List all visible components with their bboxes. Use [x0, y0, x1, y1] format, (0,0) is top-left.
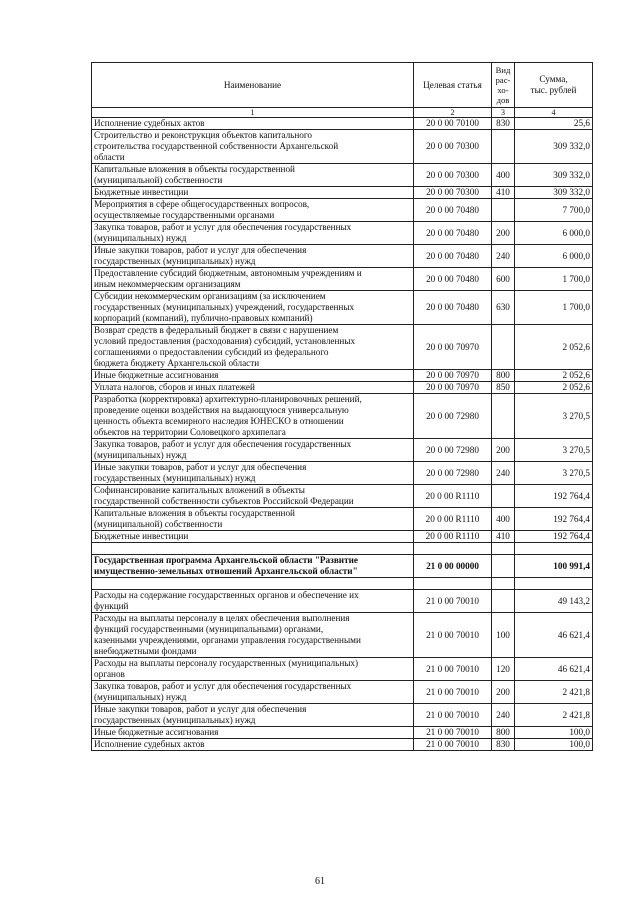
- header-expense-type-line: Вид: [495, 65, 511, 75]
- target-article: 20 0 00 R1110: [414, 485, 492, 508]
- row-name-line: Разработка (корректировка) архитектурно-планировочных решений,: [94, 394, 362, 404]
- amount: 100 991,4: [515, 555, 593, 578]
- row-name: [92, 590, 414, 613]
- table-row: [92, 245, 593, 268]
- amount: 309 332,0: [515, 187, 593, 199]
- row-name: [92, 727, 414, 739]
- row-name-line: функций государственными (муниципальными) органами,: [94, 624, 324, 634]
- row-name-line: органов: [94, 669, 125, 679]
- amount: 25,6: [515, 118, 593, 130]
- expense-type: 100: [492, 613, 515, 658]
- budget-table: [91, 62, 593, 751]
- page-number: 61: [315, 876, 325, 887]
- target-article: 20 0 00 72980: [414, 439, 492, 462]
- row-name-line: Расходы на выплаты персоналу в целях обеспечения выполнения: [94, 613, 350, 623]
- row-name-line: (муниципальных) нужд: [94, 450, 187, 460]
- column-number: 3: [492, 108, 515, 118]
- amount: 3 270,5: [515, 394, 593, 439]
- blank-row: [92, 578, 593, 590]
- amount: 46 621,4: [515, 613, 593, 658]
- target-article: 21 0 00 70010: [414, 590, 492, 613]
- row-name: [92, 291, 414, 325]
- row-name: [92, 187, 414, 199]
- column-number-row: [92, 108, 593, 118]
- row-name-line: Иные бюджетные ассигнования: [94, 370, 219, 380]
- expense-type: 200: [492, 681, 515, 704]
- row-name-line: имущественно-земельных отношений Архангельской области": [94, 566, 358, 576]
- amount: 309 332,0: [515, 130, 593, 164]
- amount: 2 052,6: [515, 382, 593, 394]
- table-row: [92, 394, 593, 439]
- table-header-row: [92, 63, 593, 108]
- target-article: 20 0 00 R1110: [414, 531, 492, 543]
- table-row: [92, 187, 593, 199]
- target-article: 21 0 00 70010: [414, 727, 492, 739]
- row-name-line: Иные закупки товаров, работ и услуг для обеспечения: [94, 245, 307, 255]
- amount: 2 052,6: [515, 370, 593, 382]
- row-name-line: Уплата налогов, сборов и иных платежей: [94, 382, 255, 392]
- table-row: [92, 531, 593, 543]
- table-row: [92, 485, 593, 508]
- row-name-line: условий предоставления (расходования) субсидий, установленных: [94, 336, 356, 346]
- table-row: [92, 382, 593, 394]
- amount: 1 700,0: [515, 268, 593, 291]
- amount: 309 332,0: [515, 164, 593, 187]
- row-name-line: области: [94, 152, 125, 162]
- amount: 6 000,0: [515, 245, 593, 268]
- table-row: [92, 199, 593, 222]
- row-name-line: Закупка товаров, работ и услуг для обеспечения государственных: [94, 439, 352, 449]
- row-name-line: (муниципальной) собственности: [94, 175, 223, 185]
- row-name-line: Мероприятия в сфере общегосударственных вопросов,: [94, 199, 310, 209]
- amount: 2 421,8: [515, 704, 593, 727]
- expense-type: 600: [492, 268, 515, 291]
- row-name-line: осуществляемые государственными органами: [94, 210, 275, 220]
- row-name-line: Иные бюджетные ассигнования: [94, 727, 219, 737]
- program-row: [92, 555, 593, 578]
- row-name-line: Бюджетные инвестиции: [94, 187, 189, 197]
- column-number: 1: [92, 108, 414, 118]
- table-row: [92, 613, 593, 658]
- amount: 192 764,4: [515, 485, 593, 508]
- row-name: [92, 531, 414, 543]
- table-row: [92, 439, 593, 462]
- table-row: [92, 727, 593, 739]
- target-article: 21 0 00 70010: [414, 739, 492, 751]
- expense-type: 830: [492, 118, 515, 130]
- target-article: 20 0 00 70300: [414, 187, 492, 199]
- row-name-line: (муниципальных) нужд: [94, 233, 187, 243]
- row-name-line: Капитальные вложения в объекты государственной: [94, 508, 295, 518]
- column-number: 2: [414, 108, 492, 118]
- row-name-line: государственных (муниципальных) учреждений, государственных: [94, 302, 355, 312]
- amount: 1 700,0: [515, 291, 593, 325]
- empty-cell: [492, 543, 515, 555]
- expense-type: [492, 325, 515, 370]
- row-name-line: Иные закупки товаров, работ и услуг для обеспечения: [94, 704, 307, 714]
- row-name: [92, 199, 414, 222]
- row-name-line: казенными учреждениями, органами управления государственными: [94, 635, 361, 645]
- row-name-line: Исполнение судебных актов: [94, 118, 205, 128]
- header-article: Целевая статья: [414, 63, 492, 108]
- row-name-line: государственных (муниципальных) нужд: [94, 473, 256, 483]
- empty-cell: [92, 543, 414, 555]
- target-article: 20 0 00 70970: [414, 382, 492, 394]
- expense-type: 830: [492, 739, 515, 751]
- expense-type: 410: [492, 531, 515, 543]
- row-name: [92, 118, 414, 130]
- row-name: [92, 485, 414, 508]
- row-name-line: Софинансирование капитальных вложений в объекты: [94, 485, 305, 495]
- column-number: 4: [515, 108, 593, 118]
- row-name-line: функций: [94, 601, 129, 611]
- row-name: [92, 222, 414, 245]
- expense-type: [492, 555, 515, 578]
- target-article: 20 0 00 70480: [414, 245, 492, 268]
- target-article: 20 0 00 70970: [414, 370, 492, 382]
- amount: 192 764,4: [515, 508, 593, 531]
- target-article: 21 0 00 70010: [414, 704, 492, 727]
- table-body: [92, 118, 593, 751]
- expense-type: 200: [492, 222, 515, 245]
- target-article: 20 0 00 70300: [414, 164, 492, 187]
- row-name: [92, 164, 414, 187]
- table-row: [92, 118, 593, 130]
- row-name-line: Строительство и реконструкция объектов капитального: [94, 130, 312, 140]
- header-expense-type-line: хо-: [497, 85, 509, 95]
- row-name-line: (муниципальной) собственности: [94, 519, 223, 529]
- table-row: [92, 164, 593, 187]
- row-name-line: государственной собственности субъектов Российской Федерации: [94, 496, 354, 506]
- header-sum: [515, 63, 593, 108]
- row-name-line: ценность объекта всемирного наследия ЮНЕСКО в отношении: [94, 416, 344, 426]
- amount: 46 621,4: [515, 658, 593, 681]
- table-row: [92, 739, 593, 751]
- target-article: 21 0 00 70010: [414, 658, 492, 681]
- row-name-line: Возврат средств в федеральный бюджет в связи с нарушением: [94, 325, 339, 335]
- table-row: [92, 268, 593, 291]
- table-row: [92, 370, 593, 382]
- row-name: [92, 394, 414, 439]
- row-name-line: государственных (муниципальных) нужд: [94, 715, 256, 725]
- expense-type: 850: [492, 382, 515, 394]
- row-name: [92, 462, 414, 485]
- table-row: [92, 704, 593, 727]
- target-article: 21 0 00 70010: [414, 681, 492, 704]
- table-row: [92, 291, 593, 325]
- header-expense-type-line: рас-: [495, 75, 511, 85]
- row-name: [92, 370, 414, 382]
- table-row: [92, 325, 593, 370]
- amount: 3 270,5: [515, 439, 593, 462]
- expense-type: 400: [492, 164, 515, 187]
- header-sum-line: тыс. рублей: [530, 85, 577, 95]
- table-row: [92, 681, 593, 704]
- row-name: [92, 325, 414, 370]
- amount: 192 764,4: [515, 531, 593, 543]
- table-row: [92, 462, 593, 485]
- header-name: Наименование: [92, 63, 414, 108]
- empty-cell: [414, 578, 492, 590]
- expense-type: 800: [492, 370, 515, 382]
- row-name: [92, 245, 414, 268]
- target-article: 20 0 00 70480: [414, 222, 492, 245]
- target-article: 20 0 00 R1110: [414, 508, 492, 531]
- target-article: 21 0 00 00000: [414, 555, 492, 578]
- row-name-line: Исполнение судебных актов: [94, 739, 205, 749]
- expense-type: 400: [492, 508, 515, 531]
- empty-cell: [414, 543, 492, 555]
- amount: 2 052,6: [515, 325, 593, 370]
- row-name-line: иным некоммерческим организациям: [94, 279, 241, 289]
- header-expense-type-line: дов: [496, 95, 510, 105]
- amount: 3 270,5: [515, 462, 593, 485]
- row-name-line: Расходы на содержание государственных органов и обеспечение их: [94, 590, 359, 600]
- row-name-line: Предоставление субсидий бюджетным, автономным учреждениям и: [94, 268, 362, 278]
- header-sum-line: Сумма,: [539, 74, 568, 84]
- expense-type: [492, 485, 515, 508]
- expense-type: [492, 130, 515, 164]
- row-name-line: корпораций (компаний), публично-правовых компаний): [94, 313, 313, 323]
- target-article: 20 0 00 70300: [414, 130, 492, 164]
- row-name-line: Закупка товаров, работ и услуг для обеспечения государственных: [94, 222, 352, 232]
- target-article: 20 0 00 72980: [414, 394, 492, 439]
- expense-type: 240: [492, 245, 515, 268]
- expense-type: 120: [492, 658, 515, 681]
- header-expense-type: [492, 63, 515, 108]
- empty-cell: [515, 578, 593, 590]
- expense-type: 410: [492, 187, 515, 199]
- row-name-line: Государственная программа Архангельской области "Развитие: [94, 555, 358, 565]
- table-row: [92, 658, 593, 681]
- row-name: [92, 681, 414, 704]
- amount: 2 421,8: [515, 681, 593, 704]
- table-row: [92, 222, 593, 245]
- empty-cell: [92, 578, 414, 590]
- target-article: 20 0 00 70480: [414, 291, 492, 325]
- row-name: [92, 508, 414, 531]
- row-name-line: (муниципальных) нужд: [94, 692, 187, 702]
- row-name: [92, 382, 414, 394]
- table-row: [92, 508, 593, 531]
- row-name-line: внебюджетными фондами: [94, 646, 197, 656]
- empty-cell: [492, 578, 515, 590]
- row-name-line: Бюджетные инвестиции: [94, 531, 189, 541]
- row-name-line: государственных (муниципальных) нужд: [94, 256, 256, 266]
- row-name: [92, 130, 414, 164]
- row-name-line: Субсидии некоммерческим организациям (за исключением: [94, 291, 326, 301]
- blank-row: [92, 543, 593, 555]
- amount: 49 143,2: [515, 590, 593, 613]
- row-name-line: строительства государственной собственности Архангельской: [94, 141, 339, 151]
- target-article: 20 0 00 72980: [414, 462, 492, 485]
- expense-type: 240: [492, 704, 515, 727]
- row-name-line: проведение оценки воздействия на выдающуюся универсальную: [94, 405, 349, 415]
- expense-type: [492, 394, 515, 439]
- expense-type: 630: [492, 291, 515, 325]
- row-name-line: соглашениями о предоставлении субсидий из федерального: [94, 347, 329, 357]
- row-name-line: Иные закупки товаров, работ и услуг для обеспечения: [94, 462, 307, 472]
- expense-type: 240: [492, 462, 515, 485]
- amount: 7 700,0: [515, 199, 593, 222]
- table-row: [92, 130, 593, 164]
- expense-type: [492, 199, 515, 222]
- row-name-line: объектов на территории Соловецкого архипелага: [94, 427, 286, 437]
- row-name: [92, 555, 414, 578]
- row-name-line: Закупка товаров, работ и услуг для обеспечения государственных: [94, 681, 352, 691]
- row-name-line: бюджета бюджету Архангельской области: [94, 358, 260, 368]
- row-name: [92, 613, 414, 658]
- table-row: [92, 590, 593, 613]
- row-name: [92, 658, 414, 681]
- expense-type: 200: [492, 439, 515, 462]
- row-name: [92, 739, 414, 751]
- target-article: 20 0 00 70970: [414, 325, 492, 370]
- target-article: 21 0 00 70010: [414, 613, 492, 658]
- target-article: 20 0 00 70100: [414, 118, 492, 130]
- target-article: 20 0 00 70480: [414, 268, 492, 291]
- row-name-line: Расходы на выплаты персоналу государственных (муниципальных): [94, 658, 359, 668]
- row-name: [92, 704, 414, 727]
- target-article: 20 0 00 70480: [414, 199, 492, 222]
- expense-type: 800: [492, 727, 515, 739]
- expense-type: [492, 590, 515, 613]
- row-name: [92, 268, 414, 291]
- row-name-line: Капитальные вложения в объекты государственной: [94, 164, 295, 174]
- amount: 100,0: [515, 727, 593, 739]
- amount: 100,0: [515, 739, 593, 751]
- row-name: [92, 439, 414, 462]
- amount: 6 000,0: [515, 222, 593, 245]
- empty-cell: [515, 543, 593, 555]
